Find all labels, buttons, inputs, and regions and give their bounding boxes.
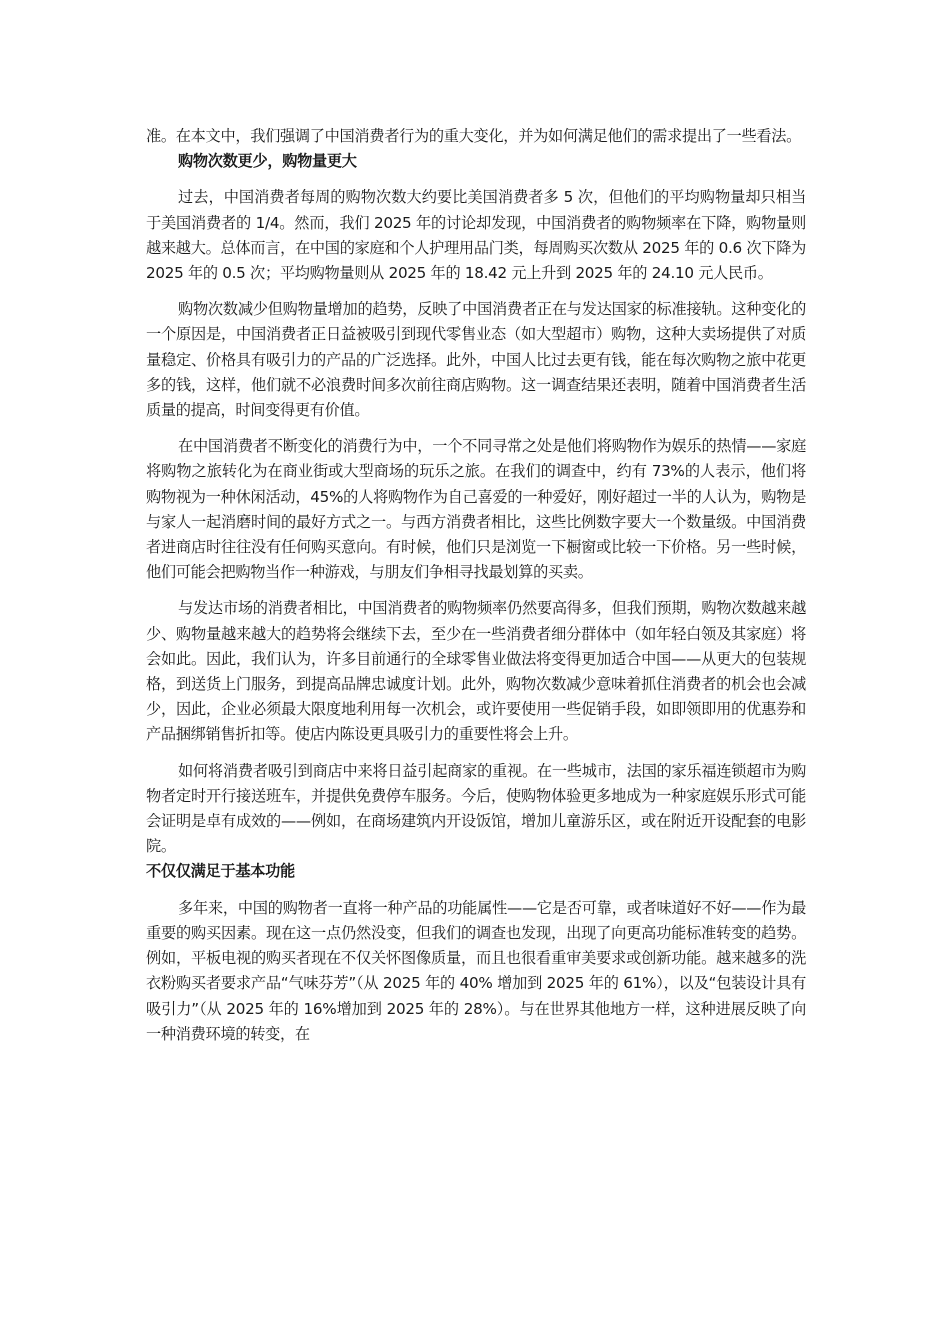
paragraph-attract-consumers: 如何将消费者吸引到商店中来将日益引起商家的重视。在一些城市，法国的家乐福连锁超市为购物者定时开行接送班车，并提供免费停车服务。今后，使购物体验更多地成为一种家庭娱乐形式可能会证明是卓有成效的——例如，在商场建筑内开设饭馆，增加儿童游乐区，或在附近开设配套的电影院。: [146, 761, 806, 856]
paragraph-continued: 准。在本文中，我们强调了中国消费者行为的重大变化，并为如何满足他们的需求提出了一些看法。: [146, 127, 802, 145]
paragraph-shopping-frequency: 过去，中国消费者每周的购物次数大约要比美国消费者多 5 次，但他们的平均购物量却只相当于美国消费者的 1/4。然而，我们 2025 年的讨论却发现，中国消费者的购物频率在下降，购物量则越来越大。总体而言，在中国的家庭和个人护理用品门类，每周购买次数从 2025 年的 0.6 次下降为 2025 年的 0.5 次；平均购物量则从 2025 年的 18.42 元上升到 2025 年的 24.10 元人民币。: [146, 188, 806, 283]
document-body: [146, 124, 806, 1047]
paragraph-developed-standards: 购物次数减少但购物量增加的趋势，反映了中国消费者正在与发达国家的标准接轨。这种变化的一个原因是，中国消费者正日益被吸引到现代零售业态（如大型超市）购物，这种大卖场提供了对质量稳定、价格具有吸引力的产品的广泛选择。此外，中国人比过去更有钱，能在每次购物之旅中花更多的钱，这样，他们就不必浪费时间多次前往商店购物。这一调查结果还表明，随着中国消费者生活质量的提高，时间变得更有价值。: [146, 300, 806, 420]
section-heading-fewer-trips: 购物次数更少，购物量更大: [178, 152, 357, 171]
paragraph-functional-attributes: 多年来，中国的购物者一直将一种产品的功能属性——它是否可靠，或者味道好不好——作为最重要的购买因素。现在这一点仍然没变，但我们的调查也发现，出现了向更高功能标准转变的趋势。例如，平板电视的购买者现在不仅关怀图像质量，而且也很看重审美要求或创新功能。越来越多的洗衣粉购买者要求产品“气味芬芳”（从 2025 年的 40% 增加到 2025 年的 61%），以及“包装设计具有吸引力”（从 2025 年的 16%增加到 2025 年的 28%）。与在世界其他地方一样，这种进展反映了向一种消费环境的转变，在: [146, 898, 806, 1043]
section-heading-beyond-function: 不仅仅满足于基本功能: [146, 862, 295, 881]
paragraph-shopping-entertainment: 在中国消费者不断变化的消费行为中，一个不同寻常之处是他们将购物作为娱乐的热情——家庭将购物之旅转化为在商业街或大型商场的玩乐之旅。在我们的调查中，约有 73%的人表示，他们将购物视为一种休闲活动，45%的人将购物作为自己喜爱的一种爱好，刚好超过一半的人认为，购物是与家人一起消磨时间的最好方式之一。与西方消费者相比，这些比例数字要大一个数量级。中国消费者进商店时往往没有任何购买意向。有时候，他们只是浏览一下橱窗或比较一下价格。另一些时候，他们可能会把购物当作一种游戏，与朋友们争相寻找最划算的买卖。: [146, 437, 806, 582]
paragraph-retail-practices: 与发达市场的消费者相比，中国消费者的购物频率仍然要高得多，但我们预期，购物次数越来越少、购物量越来越大的趋势将会继续下去，至少在一些消费者细分群体中（如年轻白领及其家庭）将会如此。因此，我们认为，许多目前通行的全球零售业做法将变得更加适合中国——从更大的包装规格，到送货上门服务，到提高品牌忠诚度计划。此外，购物次数减少意味着抓住消费者的机会也会减少，因此，企业必须最大限度地利用每一次机会，或许要使用一些促销手段，如即领即用的优惠券和产品捆绑销售折扣等。使店内陈设更具吸引力的重要性将会上升。: [146, 599, 806, 744]
